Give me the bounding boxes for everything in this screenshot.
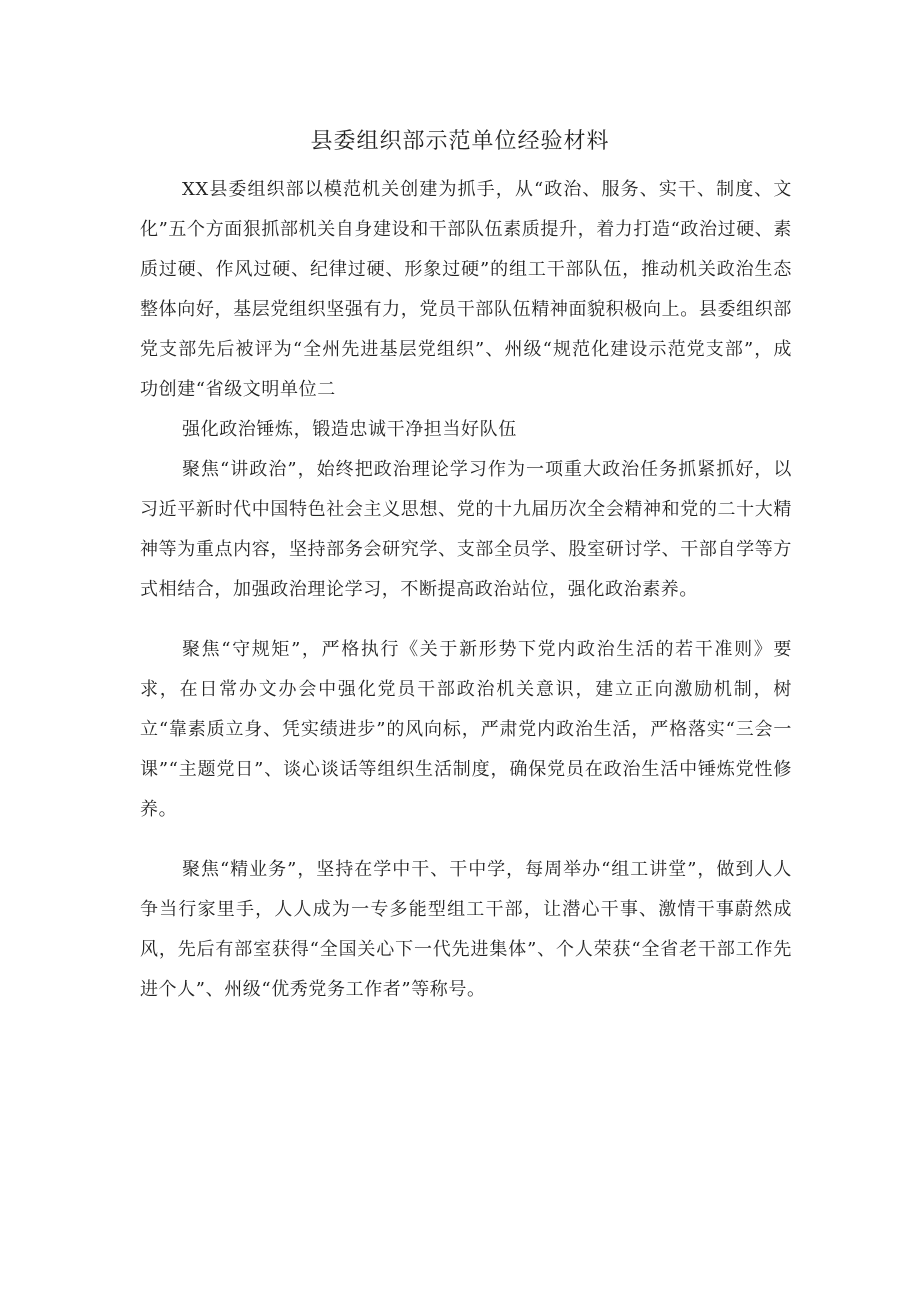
document-body xyxy=(140,170,792,1010)
document-title: 县委组织部示范单位经验材料 xyxy=(310,129,610,154)
intro-paragraph: XX县委组织部以模范机关创建为抓手，从“政治、服务、实干、制度、文化”五个方面狠抓部机关自身建设和干部队伍素质提升，着力打造“政治过硬、素质过硬、作风过硬、纪律过硬、形象过硬”的组工干部队伍，推动机关政治生态整体向好，基层党组织坚强有力，党员干部队伍精神面貌积极向上。县委组织部党支部先后被评为“全州先进基层党组织”、州级“规范化建设示范党支部”，成功创建“省级文明单位二 xyxy=(140,179,793,400)
paragraph-rules: 聚焦“守规矩”，严格执行《关于新形势下党内政治生活的若干准则》要求，在日常办文办会中强化党员干部政治机关意识，建立正向激励机制，树立“靠素质立身、凭实绩进步”的风向标，严肃党内政治生活，严格落实“三会一课”“主题党日”、谈心谈话等组织生活制度，确保党员在政治生活中锤炼党性修养。 xyxy=(140,639,792,820)
section-heading: 强化政治锤炼，锻造忠诚干净担当好队伍 xyxy=(182,419,517,440)
paragraph-business: 聚焦“精业务”，坚持在学中干、干中学，每周举办“组工讲堂”，做到人人争当行家里手，人人成为一专多能型组工干部，让潜心干事、激情干事蔚然成风，先后有部室获得“全国关心下一代先进集体”、个人荣获“全省老干部工作先进个人”、州级“优秀党务工作者”等称号。 xyxy=(140,859,792,1000)
paragraph-politics-study: 聚焦“讲政治”，始终把政治理论学习作为一项重大政治任务抓紧抓好，以习近平新时代中国特色社会主义思想、党的十九届历次全会精神和党的二十大精神等为重点内容，坚持部务会研究学、支部全员学、股室研讨学、干部自学等方式相结合，加强政治理论学习，不断提高政治站位，强化政治素养。 xyxy=(140,459,792,600)
